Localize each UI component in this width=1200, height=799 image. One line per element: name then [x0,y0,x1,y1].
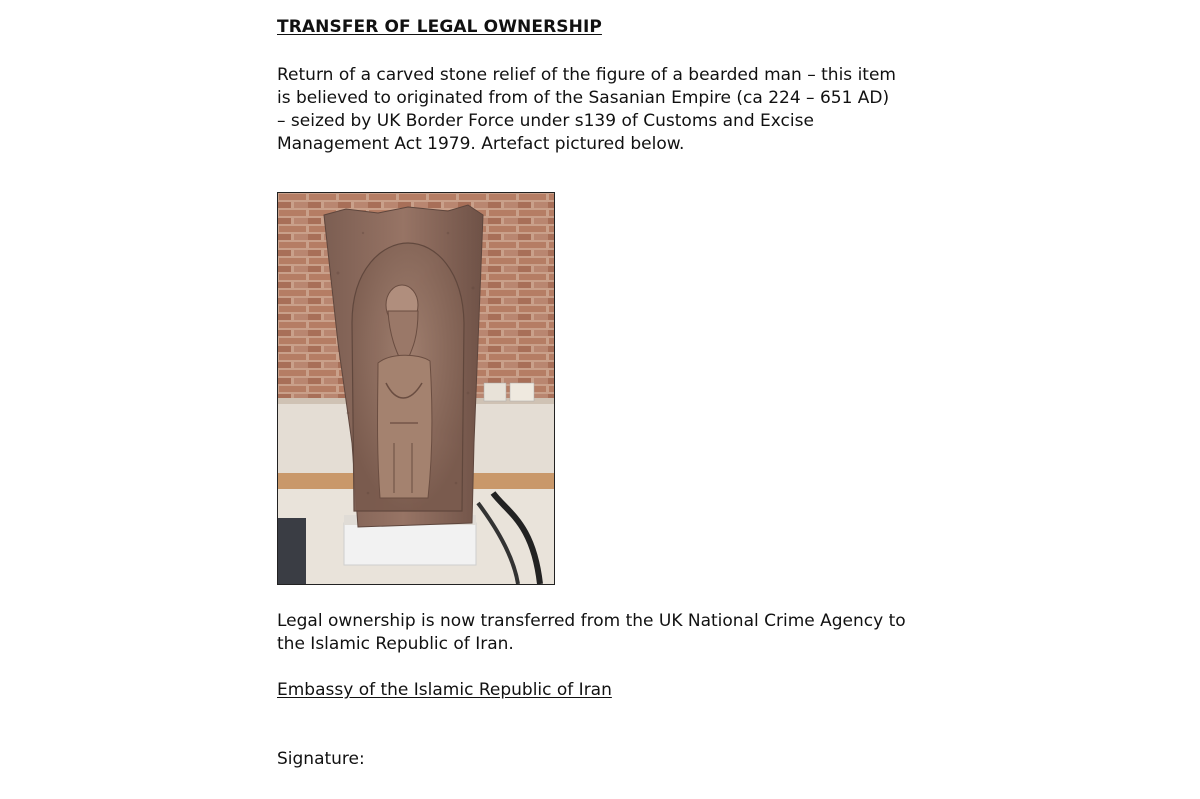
signature-label: Signature: [277,749,365,769]
description-line: is believed to originated from of the Sasanian Empire (ca 224 – 651 AD) [277,88,890,108]
description-line: Management Act 1979. Artefact pictured below. [277,134,685,154]
document-title: TRANSFER OF LEGAL OWNERSHIP [277,17,602,37]
transfer-line: Legal ownership is now transferred from the UK National Crime Agency to [277,611,906,631]
embassy-heading: Embassy of the Islamic Republic of Iran [277,680,612,700]
transfer-line: the Islamic Republic of Iran. [277,634,514,654]
description-paragraph [277,64,896,156]
transfer-paragraph [277,610,906,656]
artefact-photo [277,192,555,585]
description-line: Return of a carved stone relief of the figure of a bearded man – this item [277,65,896,85]
description-line: – seized by UK Border Force under s139 of Customs and Excise [277,111,814,131]
